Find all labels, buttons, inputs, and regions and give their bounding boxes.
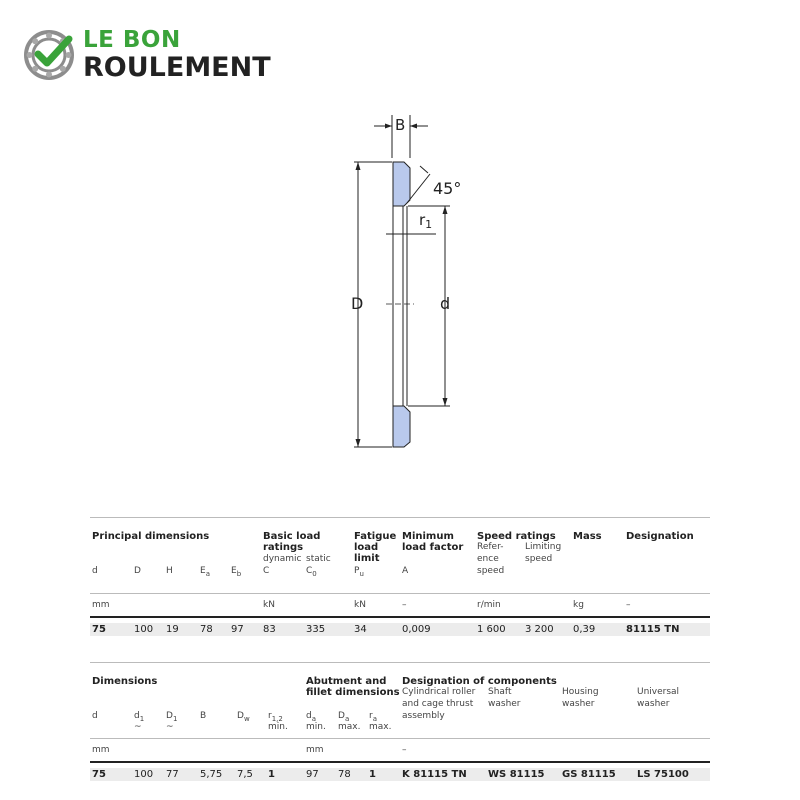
header-load-factor: load factor — [402, 542, 464, 553]
cell-H: 19 — [166, 624, 179, 635]
unit-kn-2: kN — [354, 600, 366, 610]
brand-line1: LE BON — [83, 27, 181, 53]
bearing-washer-drawing — [340, 110, 480, 460]
table2-data-rule — [90, 761, 710, 763]
cell-ref-speed: 1 600 — [477, 624, 506, 635]
cell-Ea: 78 — [200, 624, 213, 635]
cell-A: 0,009 — [402, 624, 431, 635]
sym2-Da: $D_a$ — [338, 711, 350, 723]
unit2-mm-2: mm — [306, 745, 324, 755]
header-fatigue-load: load — [354, 542, 379, 553]
cell-d: 75 — [92, 624, 106, 635]
table2-units-rule — [90, 738, 710, 739]
unit2-dash: – — [402, 745, 407, 755]
cell2-housing: GS 81115 — [562, 769, 616, 780]
cell2-ra: 1 — [369, 769, 376, 780]
sym-H: H — [166, 566, 173, 576]
sym-A: A — [402, 566, 409, 576]
header-housing-2: washer — [562, 699, 595, 709]
cell2-da: 97 — [306, 769, 319, 780]
cell2-cyl: K 81115 TN — [402, 769, 467, 780]
cell2-Da: 78 — [338, 769, 351, 780]
unit-dash-1: – — [402, 600, 407, 610]
cell-D: 100 — [134, 624, 154, 635]
unit-kn-1: kN — [263, 600, 275, 610]
sym2-d1-approx: ~ — [134, 722, 142, 732]
cell2-D1: 77 — [166, 769, 179, 780]
label-small-d: d — [440, 294, 451, 313]
label-r1-letter: r — [419, 211, 426, 229]
header-cyl-3: assembly — [402, 711, 445, 721]
brand-line2: ROULEMENT — [83, 52, 271, 83]
header-principal-dimensions: Principal dimensions — [92, 531, 210, 542]
sym2-B: B — [200, 711, 207, 721]
sym-Eb: $E_b$ — [231, 566, 242, 578]
sym-D: D — [134, 566, 141, 576]
header-static: static — [306, 554, 331, 564]
sym2-r12-min: min. — [268, 722, 288, 732]
sym2-r12: $r_{1,2}$ — [268, 711, 283, 723]
header-shaft-1: Shaft — [488, 687, 512, 697]
cell2-r12: 1 — [268, 769, 275, 780]
header-fatigue-limit: limit — [354, 553, 380, 564]
table1-row-bg — [90, 623, 710, 636]
table1-data-rule — [90, 616, 710, 618]
header-fatigue: Fatigue — [354, 531, 397, 542]
header-limiting-2: speed — [525, 554, 553, 564]
sym-d: d — [92, 566, 98, 576]
sym2-d: d — [92, 711, 98, 721]
unit-rpm: r/min — [477, 600, 501, 610]
cell2-shaft: WS 81115 — [488, 769, 545, 780]
table2-row-bg — [90, 768, 710, 781]
header-minimum: Minimum — [402, 531, 454, 542]
sym-Ea: $E_a$ — [200, 566, 210, 578]
unit-kg: kg — [573, 600, 584, 610]
cell-Eb: 97 — [231, 624, 244, 635]
label-45-degrees: 45° — [433, 179, 462, 198]
header-housing-1: Housing — [562, 687, 599, 697]
header-universal-1: Universal — [637, 687, 680, 697]
cell2-d1: 100 — [134, 769, 154, 780]
cell-C: 83 — [263, 624, 276, 635]
cell-mass: 0,39 — [573, 624, 596, 635]
header-mass: Mass — [573, 531, 602, 542]
sym2-d1: $d_1$ — [134, 711, 145, 723]
bearing-check-icon — [24, 29, 76, 81]
sym-Pu: $P_u$ — [354, 566, 364, 578]
sym2-da-min: min. — [306, 722, 326, 732]
sym2-Dw: $D_w$ — [237, 711, 250, 723]
header-basic-load-ratings: ratings — [263, 542, 304, 553]
header-speed-ratings: Speed ratings — [477, 531, 556, 542]
sym2-D1: $D_1$ — [166, 711, 178, 723]
header-reference-1: Refer- — [477, 542, 504, 552]
cell-Pu: 34 — [354, 624, 367, 635]
sym-C0: $C_0$ — [306, 566, 317, 578]
header-universal-2: washer — [637, 699, 670, 709]
label-b: B — [395, 116, 406, 134]
unit-dash-2: – — [626, 600, 631, 610]
header-limiting-1: Limiting — [525, 542, 562, 552]
header-abutment-1: Abutment and — [306, 676, 387, 687]
label-big-d: D — [351, 294, 364, 313]
header-basic-load: Basic load — [263, 531, 321, 542]
cell2-Dw: 7,5 — [237, 769, 253, 780]
header-dynamic: dynamic — [263, 554, 302, 564]
cell2-d: 75 — [92, 769, 106, 780]
table2-top-rule — [90, 662, 710, 663]
table1-units-rule — [90, 593, 710, 594]
cell2-universal: LS 75100 — [637, 769, 689, 780]
header-components: Designation of components — [402, 676, 557, 687]
header-cyl-2: and cage thrust — [402, 699, 474, 709]
sym2-D1-approx: ~ — [166, 722, 174, 732]
cell2-B: 5,75 — [200, 769, 223, 780]
sym2-ra: $r_a$ — [369, 711, 377, 723]
label-r1 — [419, 212, 432, 230]
cell-lim-speed: 3 200 — [525, 624, 554, 635]
header-shaft-2: washer — [488, 699, 521, 709]
unit-mm: mm — [92, 600, 110, 610]
header-dimensions: Dimensions — [92, 676, 158, 687]
header-reference-2: ence — [477, 554, 499, 564]
sym2-ra-max: max. — [369, 722, 392, 732]
cell-C0: 335 — [306, 624, 326, 635]
table1-top-rule — [90, 517, 710, 518]
header-designation: Designation — [626, 531, 694, 542]
sym2-Da-max: max. — [338, 722, 361, 732]
cell-designation: 81115 TN — [626, 624, 680, 635]
sym2-da: $d_a$ — [306, 711, 317, 723]
unit2-mm-1: mm — [92, 745, 110, 755]
label-r1-sub: 1 — [425, 218, 433, 231]
header-abutment-2: fillet dimensions — [306, 687, 400, 698]
header-reference-3: speed — [477, 566, 505, 576]
sym-C: C — [263, 566, 270, 576]
header-cyl-1: Cylindrical roller — [402, 687, 476, 697]
